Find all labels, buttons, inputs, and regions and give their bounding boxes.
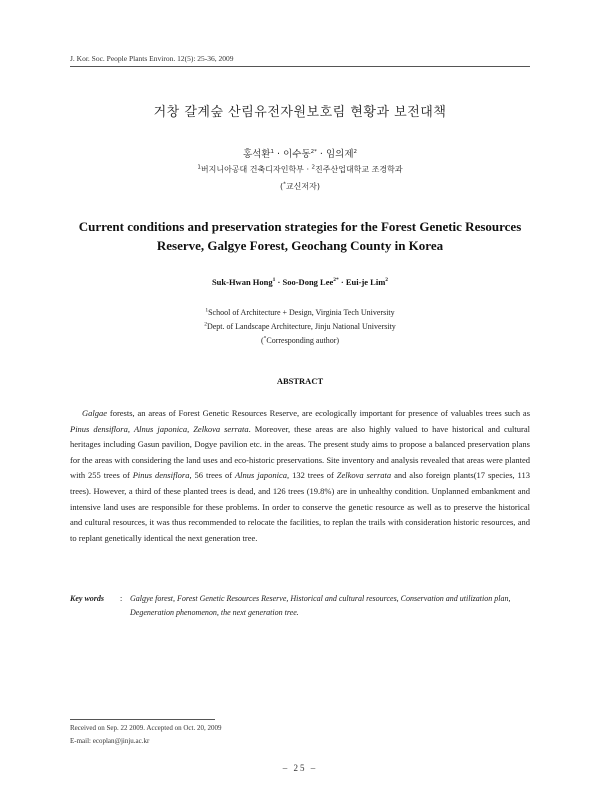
korean-author-3-sup: 2 bbox=[353, 148, 358, 155]
korean-author-2-sup: 2* bbox=[310, 148, 317, 155]
abstract-text: , 56 trees of bbox=[189, 470, 235, 481]
english-affil-1: School of Architecture + Design, Virginia Tech University bbox=[208, 308, 395, 317]
abstract-italic-term: Alnus japonica bbox=[234, 470, 288, 481]
keywords-label: Key words bbox=[70, 594, 104, 603]
author-separator: · bbox=[277, 149, 281, 160]
korean-author-1-sup: 1 bbox=[270, 148, 275, 155]
english-affil-2-sup: 2 bbox=[204, 321, 207, 328]
footnote-rule bbox=[70, 719, 215, 720]
korean-affil-1-sup: 1 bbox=[197, 164, 201, 171]
english-affil-2: Dept. of Landscape Architecture, Jinju National University bbox=[206, 322, 396, 331]
author-separator: · bbox=[319, 149, 323, 160]
english-affil-1-line bbox=[0, 306, 600, 320]
english-author-1: Suk-Hwan Hong bbox=[211, 277, 273, 287]
english-title bbox=[60, 217, 540, 255]
english-corr-text: Corresponding author bbox=[266, 336, 337, 345]
abstract-italic-term: Pinus densiflora bbox=[132, 470, 190, 481]
korean-title: 거창 갈계숲 산림유전자원보호림 현황과 보전대책 bbox=[153, 105, 447, 120]
english-corresponding-note: (*Corresponding author) bbox=[260, 335, 340, 345]
english-corr-sup: * bbox=[263, 335, 267, 342]
page-number: – 25 – bbox=[282, 763, 318, 773]
korean-corr-text: 교신저자 bbox=[285, 182, 317, 191]
received-note: Received on Sep. 22 2009. Accepted on Oct. 20, 2009 bbox=[70, 724, 222, 732]
korean-authors bbox=[0, 146, 600, 160]
english-affiliations bbox=[0, 306, 600, 348]
abstract-text: , bbox=[187, 423, 194, 434]
abstract-text: and also foreign plants(17 species, 113 trees). However, a third of these planted trees is dead, and 126 trees (19.8%) are in unhealthy condition. Unplanned embankment and intensive land uses are responsible for these problems. In order to conserve the genetic resource as well as to preserve the historical and cultural resources, it was thus recommended to relocate the facilities, to replan the trails with consideration historic resources, and to replant genetically identical the next generation tree. bbox=[70, 470, 530, 543]
keywords-colon: : bbox=[120, 594, 123, 603]
abstract-italic-term: Alnus japonica bbox=[133, 423, 188, 434]
korean-affil-2-sup: 2 bbox=[311, 164, 316, 171]
abstract-body bbox=[70, 406, 530, 546]
korean-affil-1: 버지니아공대 건축디자인학부 bbox=[200, 165, 304, 174]
korean-author-1: 홍석환 bbox=[242, 149, 271, 160]
abstract-text: , bbox=[127, 423, 134, 434]
english-authors bbox=[0, 277, 600, 287]
english-author-3-sup: 2 bbox=[385, 277, 389, 284]
abstract-text: forests, an areas of Forest Genetic Resources Reserve, are ecologically important for presence of valuables trees such as bbox=[107, 408, 530, 418]
english-affil-1-sup: 1 bbox=[205, 307, 209, 314]
korean-affil-2: 진주산업대학교 조경학과 bbox=[315, 165, 403, 174]
keywords bbox=[70, 592, 530, 620]
korean-corresponding-note: (*교신저자) bbox=[280, 181, 320, 191]
korean-affiliations bbox=[0, 164, 600, 175]
korean-author-3: 임의제 bbox=[325, 149, 354, 160]
abstract-heading: ABSTRACT bbox=[276, 376, 324, 386]
author-separator: · bbox=[277, 277, 281, 287]
english-author-1-sup: 1 bbox=[272, 277, 276, 284]
english-author-2: Soo-Dong Lee bbox=[282, 277, 334, 287]
abstract-text: . Moreover, these areas are also highly valued to have historical and cultural heritages including Gasun pavilion, Dogye pavilion etc. in the areas. The present study aims to propose a balanced preservation plans for the areas with considering the land uses and eco-historic preservations. Site inventory and analysis revealed that areas were planted with 255 trees of bbox=[70, 423, 530, 481]
abstract-italic-term: Zelkova serrata bbox=[193, 423, 249, 434]
english-title-line-1: Current conditions and preservation strategies for the Forest Genetic Resources bbox=[78, 219, 522, 234]
abstract-italic-term: Zelkova serrata bbox=[336, 470, 392, 481]
running-head: J. Kor. Soc. People Plants Environ. 12(5): 25-36, 2009 bbox=[70, 54, 234, 63]
abstract-text: , 132 trees of bbox=[287, 470, 337, 481]
keywords-text: Galgye forest, Forest Genetic Resources Reserve, Historical and cultural resources, Conservation and utilization plan, Degeneration phenomenon, the next generation tree. bbox=[130, 594, 511, 617]
header-rule bbox=[70, 66, 530, 67]
korean-author-2: 이수동 bbox=[283, 149, 311, 160]
english-affil-2-line bbox=[0, 320, 600, 334]
email-note: E-mail: ecoplan@jinju.ac.kr bbox=[70, 737, 150, 745]
affil-separator: · bbox=[306, 165, 309, 174]
english-title-line-2: Reserve, Galgye Forest, Geochang County in Korea bbox=[156, 238, 444, 253]
english-author-2-sup: 2* bbox=[333, 277, 339, 284]
abstract-italic-term: Galgae bbox=[82, 408, 108, 418]
korean-corr-sup: * bbox=[283, 181, 286, 188]
english-author-3: Eui-je Lim bbox=[345, 277, 386, 287]
abstract-italic-term: Pinus densiflora bbox=[70, 423, 128, 434]
author-separator: · bbox=[340, 277, 344, 287]
